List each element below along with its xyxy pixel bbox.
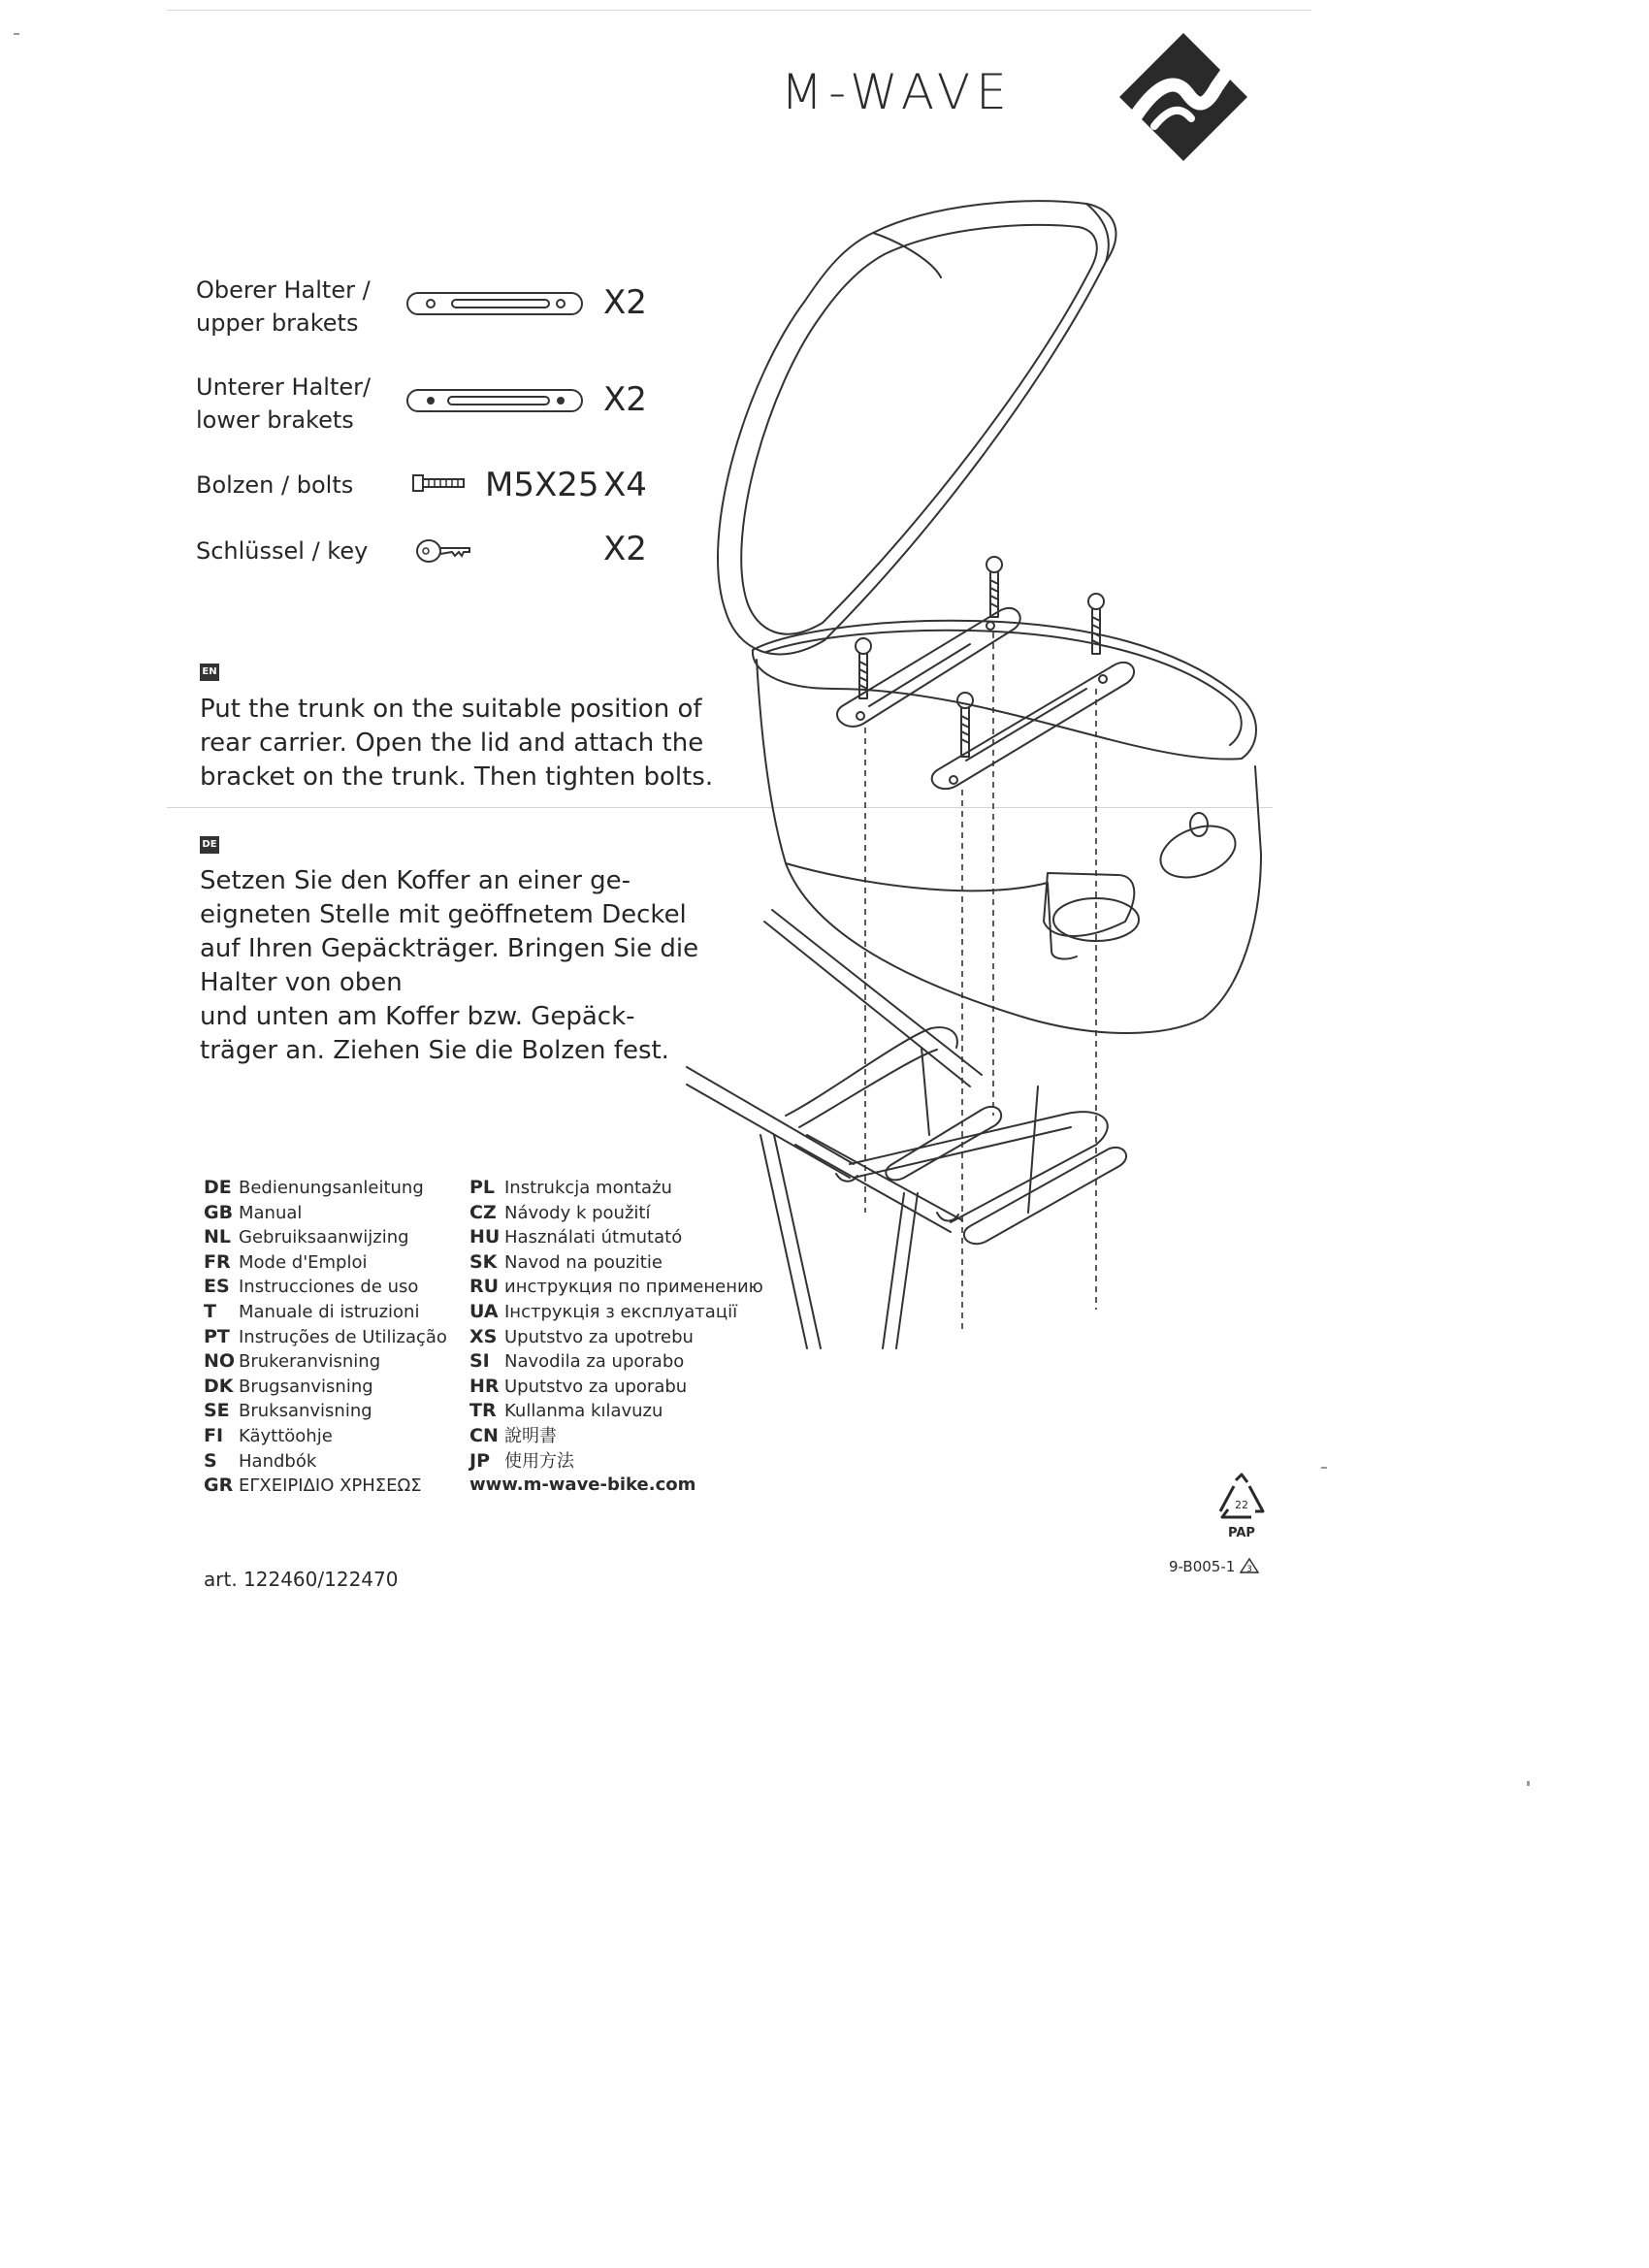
language-manual-title: Bedienungsanleitung bbox=[239, 1178, 424, 1198]
language-code: DK bbox=[204, 1375, 234, 1397]
triangle-mark-number: 3 bbox=[1246, 1565, 1252, 1573]
scan-speck bbox=[1321, 1467, 1327, 1469]
language-manual-title: Kullanma kılavuzu bbox=[504, 1401, 663, 1422]
language-code: DE bbox=[204, 1177, 232, 1198]
key-quantity: X2 bbox=[603, 530, 647, 568]
instruction-line: Put the trunk on the suitable position of bbox=[200, 695, 702, 724]
language-code: T bbox=[204, 1300, 216, 1322]
language-entry bbox=[469, 1250, 763, 1276]
language-code: HR bbox=[469, 1375, 500, 1397]
language-code: XS bbox=[469, 1325, 498, 1347]
language-badge-de: DE bbox=[200, 836, 219, 854]
instruction-line: Halter von oben bbox=[200, 968, 403, 997]
language-entry bbox=[204, 1225, 447, 1250]
language-manual-title: 說明書 bbox=[504, 1425, 557, 1446]
part-upper-bracket-en: upper brakets bbox=[196, 309, 359, 337]
language-code: FI bbox=[204, 1424, 224, 1446]
language-entry bbox=[469, 1225, 763, 1250]
print-code-text: 9-B005-1 bbox=[1169, 1558, 1236, 1575]
brand-name: M-WAVE bbox=[781, 64, 1013, 120]
part-upper-bracket-de: Oberer Halter / bbox=[196, 276, 371, 304]
article-number: art. 122460/122470 bbox=[204, 1568, 399, 1591]
language-entry bbox=[469, 1201, 763, 1226]
language-entry bbox=[204, 1424, 447, 1449]
language-manual-title: Brugsanvisning bbox=[239, 1376, 373, 1397]
language-code: ES bbox=[204, 1276, 230, 1298]
bolt-icon bbox=[411, 473, 466, 493]
language-manual-title: Brukeranvisning bbox=[239, 1351, 381, 1373]
key-icon bbox=[415, 536, 471, 566]
language-entry bbox=[469, 1275, 763, 1300]
language-manual-title: Instrukcja montażu bbox=[504, 1178, 672, 1198]
language-manual-title: ΕΓΧΕΙΡΙΔΙΟ ΧΡΗΣΕΩΣ bbox=[239, 1475, 422, 1497]
instruction-line: träger an. Ziehen Sie die Bolzen fest. bbox=[200, 1036, 669, 1065]
trunk-assembly-illustration bbox=[679, 184, 1300, 1377]
language-manual-title: Uputstvo za upotrebu bbox=[504, 1326, 694, 1347]
language-code: SE bbox=[204, 1400, 230, 1422]
language-manual-title: инструкция по применению bbox=[504, 1277, 763, 1298]
language-entry bbox=[469, 1300, 763, 1325]
language-entry bbox=[204, 1300, 447, 1325]
language-entry bbox=[204, 1250, 447, 1276]
language-manual-title: Navodila za uporabo bbox=[504, 1351, 685, 1373]
language-entry bbox=[204, 1275, 447, 1300]
language-entry bbox=[469, 1424, 763, 1449]
language-entry bbox=[204, 1474, 447, 1499]
language-entry bbox=[469, 1375, 763, 1400]
part-lower-bracket-de: Unterer Halter/ bbox=[196, 373, 372, 401]
brand-logo-icon bbox=[1116, 29, 1251, 165]
instructions-en bbox=[200, 693, 713, 794]
language-code: SK bbox=[469, 1250, 498, 1273]
language-entry bbox=[204, 1325, 447, 1350]
language-manual-title: Manuale di istruzioni bbox=[239, 1301, 420, 1322]
instruction-line: und unten am Koffer bzw. Gepäck- bbox=[200, 1002, 635, 1031]
language-code: RU bbox=[469, 1276, 500, 1298]
language-entry bbox=[204, 1201, 447, 1226]
language-code: NL bbox=[204, 1226, 232, 1248]
part-key-text: Schlüssel / key bbox=[196, 537, 369, 565]
language-code: FR bbox=[204, 1250, 231, 1273]
instruction-line: eigneten Stelle mit geöffnetem Deckel bbox=[200, 900, 687, 929]
website-row bbox=[469, 1474, 763, 1498]
part-bolts-text: Bolzen / bolts bbox=[196, 471, 354, 499]
language-entry bbox=[204, 1176, 447, 1201]
language-code: TR bbox=[469, 1400, 497, 1422]
language-entry bbox=[204, 1375, 447, 1400]
upper-bracket-icon bbox=[405, 291, 584, 316]
recycling-number: 22 bbox=[1235, 1499, 1248, 1511]
language-manual-title: Mode d'Emploi bbox=[239, 1251, 368, 1273]
language-code: CN bbox=[469, 1424, 499, 1446]
triangle-mark-icon bbox=[1240, 1558, 1259, 1573]
language-code: PL bbox=[469, 1177, 496, 1198]
scan-speck bbox=[1527, 1781, 1530, 1786]
sheet-edge bbox=[167, 0, 1311, 11]
bolt-size: M5X25 bbox=[485, 466, 599, 504]
lower-bracket-icon bbox=[405, 388, 584, 413]
language-entry bbox=[469, 1349, 763, 1375]
language-manual-title: Uputstvo za uporabu bbox=[504, 1376, 688, 1397]
language-code: JP bbox=[469, 1449, 490, 1472]
language-manual-title: Navod na pouzitie bbox=[504, 1251, 663, 1273]
scan-speck bbox=[14, 33, 19, 35]
language-manual-title: Instruções de Utilização bbox=[239, 1326, 447, 1347]
part-key-label bbox=[196, 535, 419, 567]
language-manual-title: Instrucciones de uso bbox=[239, 1277, 419, 1298]
instruction-line: rear carrier. Open the lid and attach the bbox=[200, 729, 704, 758]
website-link[interactable]: www.m-wave-bike.com bbox=[469, 1474, 696, 1496]
recycling-label: PAP bbox=[1228, 1526, 1255, 1540]
instruction-line: auf Ihren Gepäckträger. Bringen Sie die bbox=[200, 934, 699, 963]
language-code: GR bbox=[204, 1474, 234, 1497]
language-code: CZ bbox=[469, 1201, 497, 1223]
part-lower-bracket-label bbox=[196, 371, 419, 437]
lower-bracket-quantity: X2 bbox=[603, 380, 647, 419]
language-entry bbox=[204, 1449, 447, 1474]
language-manual-title: Gebruiksaanwijzing bbox=[239, 1227, 409, 1248]
part-bolts-label bbox=[196, 469, 419, 502]
language-badge-en: EN bbox=[200, 664, 219, 681]
language-code: S bbox=[204, 1449, 217, 1472]
language-entry bbox=[204, 1349, 447, 1375]
recycling-symbol-icon bbox=[1214, 1473, 1269, 1542]
print-code bbox=[1169, 1558, 1259, 1575]
language-code: HU bbox=[469, 1226, 501, 1248]
part-lower-bracket-en: lower brakets bbox=[196, 406, 354, 434]
language-manual-title: Handbók bbox=[239, 1450, 317, 1472]
language-list-right bbox=[469, 1176, 763, 1498]
language-manual-title: Návody k použití bbox=[504, 1202, 651, 1223]
instruction-line: Setzen Sie den Koffer an einer ge- bbox=[200, 866, 631, 895]
instructions-de bbox=[200, 864, 698, 1068]
language-code: UA bbox=[469, 1300, 499, 1322]
language-entry bbox=[469, 1325, 763, 1350]
upper-bracket-quantity: X2 bbox=[603, 283, 647, 322]
language-manual-title: Bruksanvisning bbox=[239, 1401, 372, 1422]
language-entry bbox=[204, 1399, 447, 1424]
language-entry bbox=[469, 1176, 763, 1201]
language-entry bbox=[469, 1399, 763, 1424]
part-upper-bracket-label bbox=[196, 274, 419, 340]
instruction-line: bracket on the trunk. Then tighten bolts. bbox=[200, 762, 714, 792]
language-entry bbox=[469, 1449, 763, 1474]
language-code: GB bbox=[204, 1201, 234, 1223]
language-manual-title: 使用方法 bbox=[504, 1450, 574, 1472]
bolts-quantity: X4 bbox=[603, 466, 647, 504]
language-manual-title: Käyttöohje bbox=[239, 1425, 333, 1446]
language-manual-title: Manual bbox=[239, 1202, 303, 1223]
language-list-left bbox=[204, 1176, 447, 1499]
language-code: SI bbox=[469, 1350, 490, 1373]
language-code: PT bbox=[204, 1325, 230, 1347]
language-manual-title: Használati útmutató bbox=[504, 1227, 683, 1248]
language-manual-title: Інструкція з експлуатації bbox=[504, 1301, 738, 1322]
language-code: NO bbox=[204, 1350, 236, 1373]
